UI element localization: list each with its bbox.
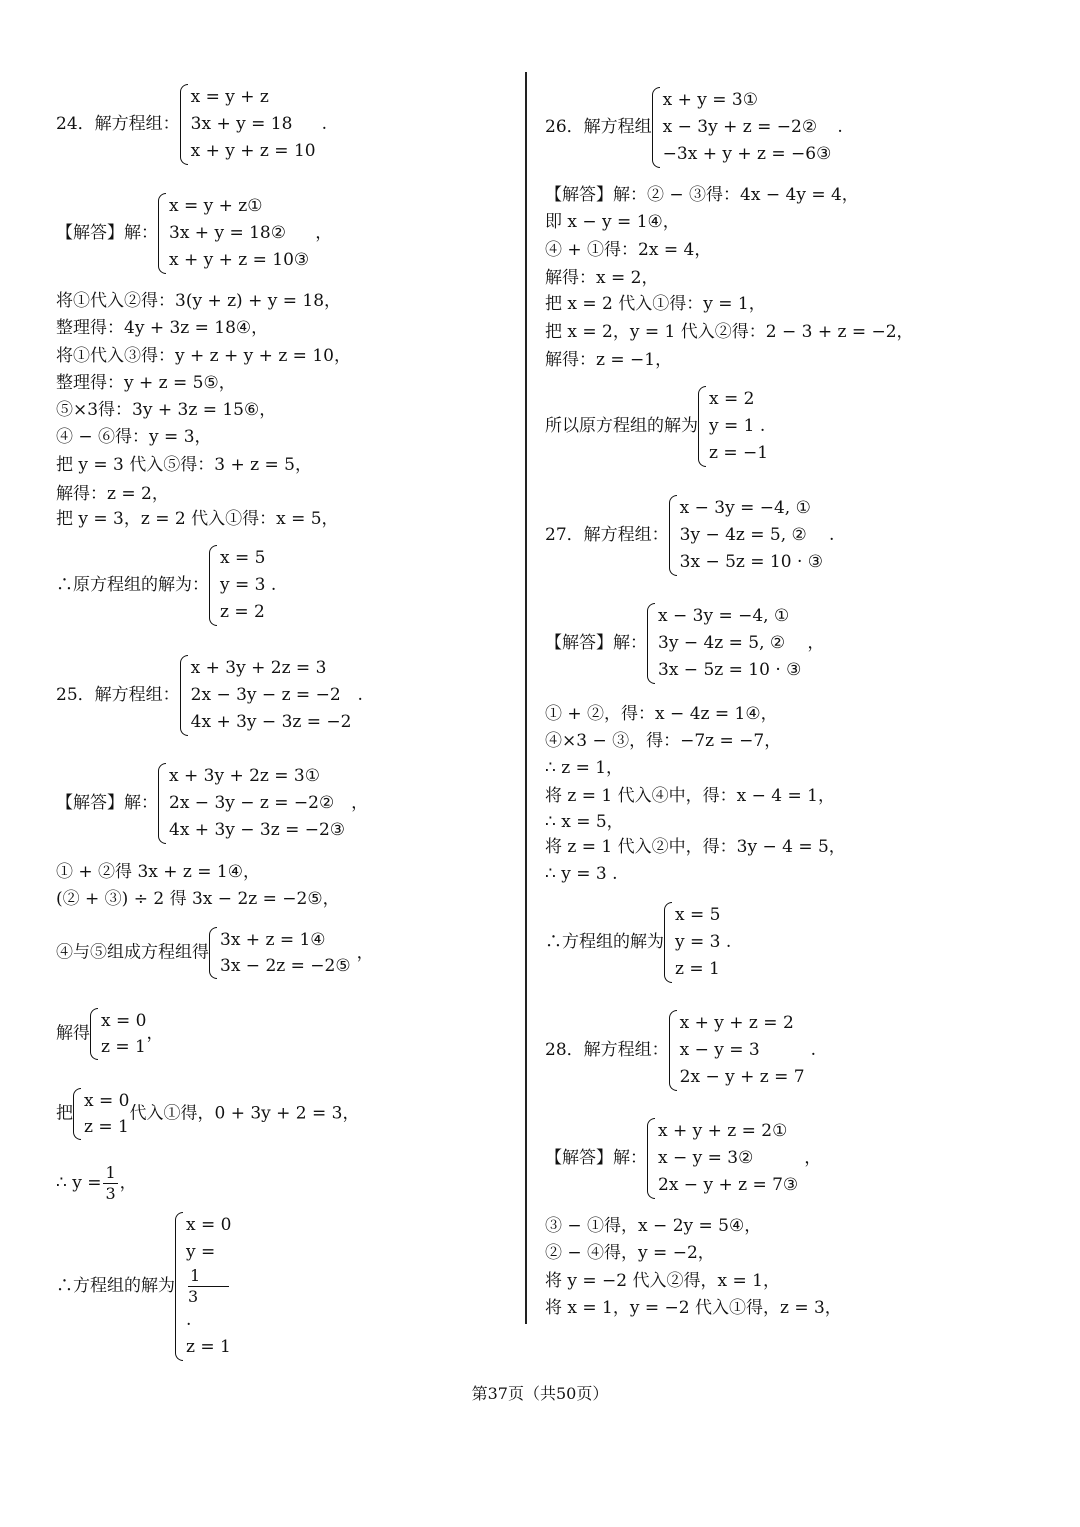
problem-27-prefix: 27．解方程组：	[545, 525, 669, 545]
equation-row: 2x − y + z = 7	[679, 1067, 805, 1087]
problem-26-suffix: .	[837, 117, 843, 137]
substitute-label: 把	[56, 1103, 73, 1124]
result-label: ∴原方程组的解为：	[56, 575, 209, 595]
equation-row: x − 3y = −4, ①	[658, 606, 790, 626]
equation-system	[647, 603, 801, 684]
solution-step: 将 z = 1 代入④中，得：x − 4 = 1，	[545, 786, 835, 806]
equation-row: x + 3y + 2z = 3①	[169, 766, 320, 786]
solution-step: ⑤×3得：3y + 3z = 15⑥，	[56, 400, 277, 420]
brace	[90, 1008, 98, 1060]
problem-25-suffix: .	[357, 685, 363, 705]
equation-row: −3x + y + z = −6③	[662, 144, 832, 164]
problem-25-solve	[56, 1008, 163, 1060]
solution-step: 解得：z = 2，	[56, 484, 169, 504]
equation-row: 3x + y = 18②	[169, 223, 286, 243]
problem-25-prefix: 25．解方程组：	[56, 685, 180, 705]
y-label: ∴ y =	[56, 1173, 102, 1193]
solution-step: ∴ z = 1，	[545, 758, 624, 778]
equation-row: z = 1	[101, 1037, 146, 1057]
equation-row: x − 3y = −4, ①	[679, 498, 811, 518]
equation-row: x − y = 3②	[658, 1148, 754, 1168]
solution-step: 将 z = 1 代入②中，得：3y − 4 = 5，	[545, 837, 846, 857]
solve-suffix: ，	[146, 1023, 164, 1044]
brace	[158, 193, 166, 274]
equation-row: x + y + z = 10	[190, 141, 316, 161]
equation-row: 3x − 5z = 10 · ③	[658, 660, 802, 680]
brace	[158, 763, 166, 844]
solution-step: 把 y = 3，z = 2 代入①得：x = 5，	[56, 509, 339, 529]
problem-26-prefix: 26．解方程组	[545, 117, 652, 137]
y-suffix: ，	[119, 1173, 137, 1193]
problem-25	[56, 655, 363, 736]
solve-label: 解得	[56, 1023, 90, 1044]
equation-system	[158, 763, 345, 844]
equation-row: 4x + 3y − 3z = −2③	[169, 820, 346, 840]
brace	[180, 84, 188, 165]
problem-27	[545, 495, 834, 576]
solution-step: ∴ x = 5，	[545, 812, 624, 832]
equation-row: x = 5	[220, 548, 266, 568]
brace	[698, 386, 706, 467]
solution-step: ④ + ①得：2x = 4，	[545, 240, 712, 260]
answer-suffix: ，	[351, 793, 369, 813]
solution-step: ② − ④得，y = −2，	[545, 1243, 715, 1263]
brace	[664, 902, 672, 983]
equation-system	[180, 655, 352, 736]
problem-28-suffix: .	[810, 1040, 816, 1060]
result-label: ∴方程组的解为	[545, 932, 664, 952]
answer-label: 【解答】解：	[545, 1148, 647, 1168]
brace	[669, 1010, 677, 1091]
fraction-denominator: 3	[105, 1184, 116, 1203]
equation-row: 3x − 2z = −2⑤	[220, 956, 351, 976]
fraction	[188, 1266, 229, 1307]
solution-step: ③ − ①得，x − 2y = 5④，	[545, 1216, 762, 1236]
problem-28-answer	[545, 1118, 821, 1199]
solution-step: 将 x = 1，y = −2 代入①得，z = 3，	[545, 1298, 842, 1318]
problem-26-result	[545, 386, 768, 467]
answer-label: 【解答】解：	[56, 793, 158, 813]
solution-step: 把 y = 3 代入⑤得：3 + z = 5，	[56, 455, 312, 475]
solution-step: (② + ③) ÷ 2 得 3x − 2z = −2⑤，	[56, 889, 340, 909]
answer-label: 【解答】解：	[56, 223, 158, 243]
solution-step: ① + ②，得：x − 4z = 1④，	[545, 704, 778, 724]
equation-row: 2x − 3y − z = −2	[190, 685, 341, 705]
problem-27-answer	[545, 603, 824, 684]
answer-label: 【解答】解：	[545, 633, 647, 653]
problem-27-result	[545, 902, 731, 983]
answer-suffix: ，	[807, 633, 825, 653]
equation-row: x + y + z = 10③	[169, 250, 310, 270]
equation-system	[158, 193, 309, 274]
equation-row: y = 3 .	[220, 575, 277, 595]
equation-row: z = 1	[84, 1117, 129, 1137]
solution-step: 整理得：y + z = 5⑤，	[56, 373, 236, 393]
equation-system	[180, 84, 316, 165]
equation-row: x = 5	[675, 905, 721, 925]
brace	[180, 655, 188, 736]
solution-step: 即 x − y = 1④，	[545, 212, 680, 232]
equation-system	[90, 1008, 146, 1060]
problem-26	[545, 87, 843, 168]
equation-row: 4x + 3y − 3z = −2	[190, 712, 352, 732]
equation-row: x = y + z	[190, 87, 269, 107]
equation-row: x = 0	[186, 1215, 232, 1235]
equation-row: x + y + z = 2	[679, 1013, 794, 1033]
equation-system	[647, 1118, 798, 1199]
equation-row: 2x − y + z = 7③	[658, 1175, 799, 1195]
problem-27-suffix: .	[829, 525, 835, 545]
solution-step: ④×3 − ③，得：−7z = −7，	[545, 731, 782, 751]
brace	[73, 1088, 81, 1140]
problem-24	[56, 84, 327, 165]
equation-system	[209, 545, 276, 626]
result-label: 所以原方程组的解为	[545, 416, 698, 436]
equation-row: 2x − 3y − z = −2②	[169, 793, 335, 813]
equation-row: z = 2	[220, 602, 265, 622]
solution-step: 将①代入③得：y + z + y + z = 10，	[56, 346, 351, 366]
equation-row: 3y − 4z = 5, ②	[679, 525, 807, 545]
solution-step: 将 y = −2 代入②得，x = 1，	[545, 1271, 780, 1291]
equation-row: x − y = 3	[679, 1040, 760, 1060]
solution-step: 把 x = 2，y = 1 代入②得：2 − 3 + z = −2，	[545, 322, 914, 342]
equation-row	[186, 1239, 231, 1334]
equation-row: z = 1	[675, 959, 720, 979]
equation-row: z = −1	[709, 443, 769, 463]
problem-24-suffix: .	[321, 114, 327, 134]
equation-system	[209, 927, 351, 979]
equation-row: x + y = 3①	[662, 90, 758, 110]
answer-suffix: ，	[315, 223, 333, 243]
solution-step: ∴ y = 3 .	[545, 864, 618, 884]
equation-row: x = 2	[709, 389, 755, 409]
problem-25-substitute	[56, 1088, 360, 1140]
equation-system	[664, 902, 731, 983]
equation-system	[669, 495, 823, 576]
brace	[669, 495, 677, 576]
equation-row: 3x + y = 18	[190, 114, 293, 134]
fraction-denominator: 3	[188, 1287, 199, 1306]
equation-row: 3y − 4z = 5, ②	[658, 633, 786, 653]
solution-step: ④ − ⑥得：y = 3，	[56, 427, 212, 447]
answer-suffix: ，	[804, 1148, 822, 1168]
problem-25-combine	[56, 927, 374, 979]
solution-step: ① + ②得 3x + z = 1④，	[56, 862, 260, 882]
equation-row: 3x − 5z = 10 · ③	[679, 552, 824, 572]
equation-system	[669, 1010, 805, 1091]
problem-24-result	[56, 545, 276, 626]
combine-suffix: ，	[356, 942, 374, 963]
equation-row: x = 0	[84, 1091, 130, 1111]
solution-step: 解得：z = −1，	[545, 350, 673, 370]
equation-row: x + y + z = 2①	[658, 1121, 788, 1141]
problem-28	[545, 1010, 816, 1091]
equation-row: x = 0	[101, 1011, 147, 1031]
equation-row: x + 3y + 2z = 3	[190, 658, 327, 678]
page-footer: 第37页（共50页）	[471, 1384, 609, 1403]
problem-25-y-value	[56, 1163, 137, 1204]
brace	[647, 603, 655, 684]
brace	[647, 1118, 655, 1199]
problem-25-result	[56, 1212, 231, 1361]
equation-system	[652, 87, 832, 168]
equation-row: x − 3y + z = −2②	[662, 117, 818, 137]
solution-step: 解得：x = 2，	[545, 268, 659, 288]
fraction-numerator: 1	[105, 1163, 116, 1182]
solution-step: 把 x = 2 代入①得：y = 1，	[545, 294, 766, 314]
equation-system	[698, 386, 768, 467]
equation-system	[175, 1212, 231, 1361]
equation-row: 3x + z = 1④	[220, 930, 326, 950]
brace	[652, 87, 660, 168]
row-suffix: .	[186, 1310, 192, 1330]
solution-step: 【解答】解：② − ③得：4x − 4y = 4，	[545, 185, 859, 205]
problem-24-answer	[56, 193, 332, 274]
brace	[209, 545, 217, 626]
equation-row: y = 3 .	[675, 932, 732, 952]
solution-step: 将①代入②得：3(y + z) + y = 18，	[56, 291, 342, 311]
substitute-suffix: 代入①得，0 + 3y + 2 = 3，	[129, 1103, 360, 1124]
equation-row: x = y + z①	[169, 196, 263, 216]
equation-row: z = 1	[186, 1337, 231, 1357]
equation-system	[73, 1088, 129, 1140]
fraction-numerator: 1	[188, 1266, 229, 1287]
problem-28-prefix: 28．解方程组：	[545, 1040, 669, 1060]
problem-25-answer	[56, 763, 368, 844]
equation-row: y = 1 .	[709, 416, 766, 436]
combine-label: ④与⑤组成方程组得	[56, 942, 209, 963]
row-label: y =	[186, 1242, 216, 1262]
solution-step: 整理得：4y + 3z = 18④，	[56, 318, 269, 338]
column-divider	[525, 72, 527, 1324]
fraction	[103, 1163, 117, 1204]
result-label: ∴方程组的解为	[56, 1276, 175, 1296]
problem-24-prefix: 24．解方程组：	[56, 114, 180, 134]
brace	[209, 927, 217, 979]
brace	[175, 1212, 183, 1361]
